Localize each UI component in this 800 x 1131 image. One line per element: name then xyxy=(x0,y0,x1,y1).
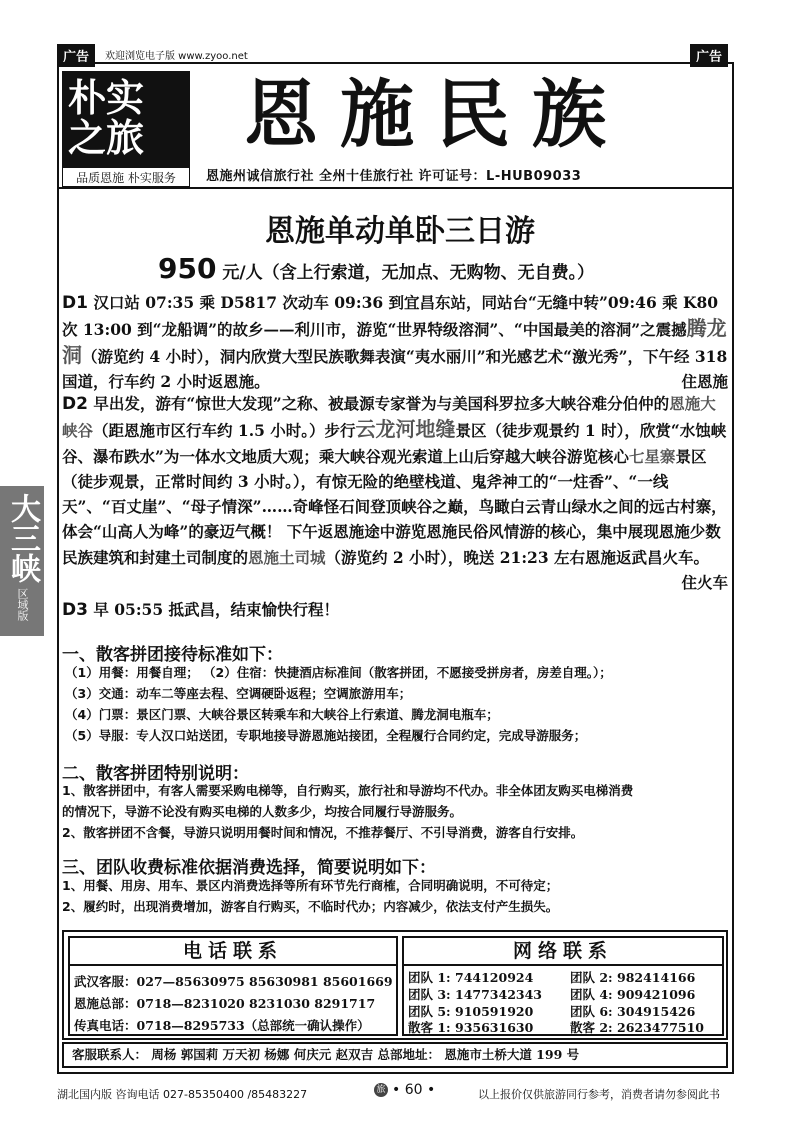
highlight-spot: 恩施大峡谷 xyxy=(62,394,716,441)
page-title: 恩施民族 xyxy=(244,72,628,158)
section-1-item: （5）导服：专人汉口站送团，专职地接导游恩施站接团，全程履行合同约定，完成导游服务； xyxy=(65,728,587,743)
contact-panel xyxy=(62,930,728,1040)
region-side-tab xyxy=(0,486,44,636)
day-text: 汉口站 07:35 乘 D5817 次动车 09:36 到宜昌东站，同站台“无缝中转”09:46 乘 K80 次 13:00 到“龙船调”的故乡——利川市，游览“世界特级溶洞”、“中国最美的溶洞”之震撼 xyxy=(62,293,719,340)
section-3-title: 三、团队收费标准依据消费选择，简要说明如下： xyxy=(62,858,436,878)
phone-contact-header: 电话联系 xyxy=(70,938,396,966)
service-contacts-bar: 客服联系人： 周杨 郭国莉 万天初 杨娜 何庆元 赵双吉 总部地址： 恩施市土桥大道 199 号 xyxy=(62,1042,728,1068)
price-note: 元/人（含上行索道，无加点、无购物、无自费。） xyxy=(216,263,595,283)
phone-contact-box xyxy=(68,936,398,1036)
day-label: D1 xyxy=(62,293,88,313)
phone-row: 恩施总部：0718—8231020 8231030 8291717 xyxy=(74,996,376,1011)
net-row: 散客 1: 935631630 xyxy=(408,1020,534,1035)
itinerary-day2 xyxy=(62,391,728,595)
section-2-item: 的情况下，导游不论没有购买电梯的人数多少，均按合同履行导游服务。 xyxy=(62,804,463,819)
footer-left: 湖北国内版 咨询电话 027-85350400 /85483227 xyxy=(57,1088,308,1101)
side-tab-subtitle: 区域版 xyxy=(16,588,29,621)
highlight-spot: 七星寨 xyxy=(628,446,676,466)
section-1-title: 一、散客拼团接待标准如下： xyxy=(62,645,283,665)
net-row: 散客 2: 2623477510 xyxy=(570,1020,704,1035)
logo-text-line2: 之旅 xyxy=(68,115,145,160)
day-text: （距恩施市区行车约 1.5 小时。）步行 xyxy=(93,421,356,441)
day-label: D2 xyxy=(62,394,88,414)
highlight-spot: 云龙河地缝 xyxy=(355,417,456,442)
section-2-item: 1、散客拼团中，有客人需要采购电梯等，自行购买，旅行社和导游均不代办。非全体团友购买电梯消费 xyxy=(62,783,634,798)
day-text: 景区（徒步观景，正常时间约 3 小时。），有惊无险的绝壁栈道、鬼斧神工的“一炷香”、“一线天”、“百丈崖”、“母子情深”……奇峰怪石间登顶峡谷之巅，鸟瞰白云青山绿水之间的远古村寨，体会“山高人为峰”的豪迈气概！ 下午返恩施途中游览恩施民俗风情游的核心，集中展现恩施少数民族建筑和封建土司制度的 xyxy=(62,446,727,567)
net-row: 团队 2: 982414166 xyxy=(570,970,696,985)
page-icon: 旅 xyxy=(374,1083,388,1097)
section-3-item: 1、用餐、用房、用车、景区内消费选择等所有环节先行商榷，合同明确说明，不可待定； xyxy=(62,878,559,893)
net-row: 团队 4: 909421096 xyxy=(570,987,696,1002)
highlight-spot: 恩施土司城 xyxy=(248,547,326,567)
page-number-text: • 60 • xyxy=(392,1082,436,1098)
itinerary-day3 xyxy=(62,597,728,623)
network-contact-header: 网络联系 xyxy=(404,938,722,966)
company-info: 恩施州诚信旅行社 全州十佳旅行社 许可证号：L-HUB09033 xyxy=(206,169,582,184)
phone-row: 武汉客服：027—85630975 85630981 85601669 xyxy=(74,974,393,989)
net-row: 团队 3: 1477342343 xyxy=(408,987,542,1002)
net-row: 团队 1: 744120924 xyxy=(408,970,534,985)
price-line xyxy=(158,252,594,285)
section-3-item: 2、履约时，出现消费增加，游客自行购买，不临时代办；内容减少，依法支付产生损失。 xyxy=(62,899,559,914)
stay-info: 住火车 xyxy=(681,573,728,593)
day-text: 景区（徒步观景约 1 时），欣赏“水蚀峡谷、瀑布跌水”为一体水文地质大观；乘大峡谷观光索道上山后穿越大峡谷游览核心 xyxy=(62,421,727,466)
net-row: 团队 5: 910591920 xyxy=(408,1004,534,1019)
day-text: （游览约 4 小时），洞内欣赏大型民族歌舞表演“夷水丽川”和光感艺术“激光秀”，下午经 318 国道，行车约 2 小时返恩施。 xyxy=(62,346,728,391)
itinerary-day1 xyxy=(62,290,728,394)
phone-row: 传真电话：0718—8295733（总部统一确认操作） xyxy=(74,1018,370,1033)
e-paper-notice: 欢迎浏览电子版 www.zyoo.net xyxy=(105,51,248,62)
day-label: D3 xyxy=(62,600,88,620)
side-tab-title: 大三峡 xyxy=(5,493,40,583)
net-row: 团队 6: 304915426 xyxy=(570,1004,696,1019)
day-text: 早 05:55 抵武昌，结束愉快行程！ xyxy=(87,600,340,619)
day-text: 早出发，游有“惊世大发现”之称、被最源专家誉为与美国科罗拉多大峡谷难分伯仲的 xyxy=(87,394,670,413)
divider xyxy=(57,187,734,189)
section-2-title: 二、散客拼团特别说明： xyxy=(62,764,249,784)
network-contact-box xyxy=(402,936,724,1036)
section-1-item: （1）用餐：用餐自理； （2）住宿：快捷酒店标准间（散客拼团，不愿接受拼房者，房差自理。）； xyxy=(65,665,612,680)
trip-title: 恩施单动单卧三日游 xyxy=(265,214,535,249)
logo-text-line1: 朴实 xyxy=(68,75,145,120)
logo-caption: 品质恩施 朴实服务 xyxy=(62,167,190,187)
footer-right: 以上报价仅供旅游同行参考，消费者请勿参阅此书 xyxy=(478,1088,720,1101)
section-2-item: 2、散客拼团不含餐，导游只说明用餐时间和情况，不推荐餐厅、不引导消费，游客自行安排。 xyxy=(62,825,584,840)
highlight-spot: 腾龙洞 xyxy=(62,316,727,367)
price-value: 950 xyxy=(158,252,217,285)
page-number xyxy=(374,1082,435,1098)
ad-label-right: 广告 xyxy=(690,44,728,67)
day-text: （游览约 2 小时），晚送 21:23 左右恩施返武昌火车。 xyxy=(325,547,710,567)
brand-logo xyxy=(62,71,190,187)
section-1-item: （3）交通：动车二等座去程、空调硬卧返程；空调旅游用车； xyxy=(65,686,412,701)
ad-label-left: 广告 xyxy=(57,44,95,67)
section-1-item: （4）门票：景区门票、大峡谷景区转乘车和大峡谷上行索道、腾龙洞电瓶车； xyxy=(65,707,499,722)
stay-info: 住恩施 xyxy=(681,371,728,391)
